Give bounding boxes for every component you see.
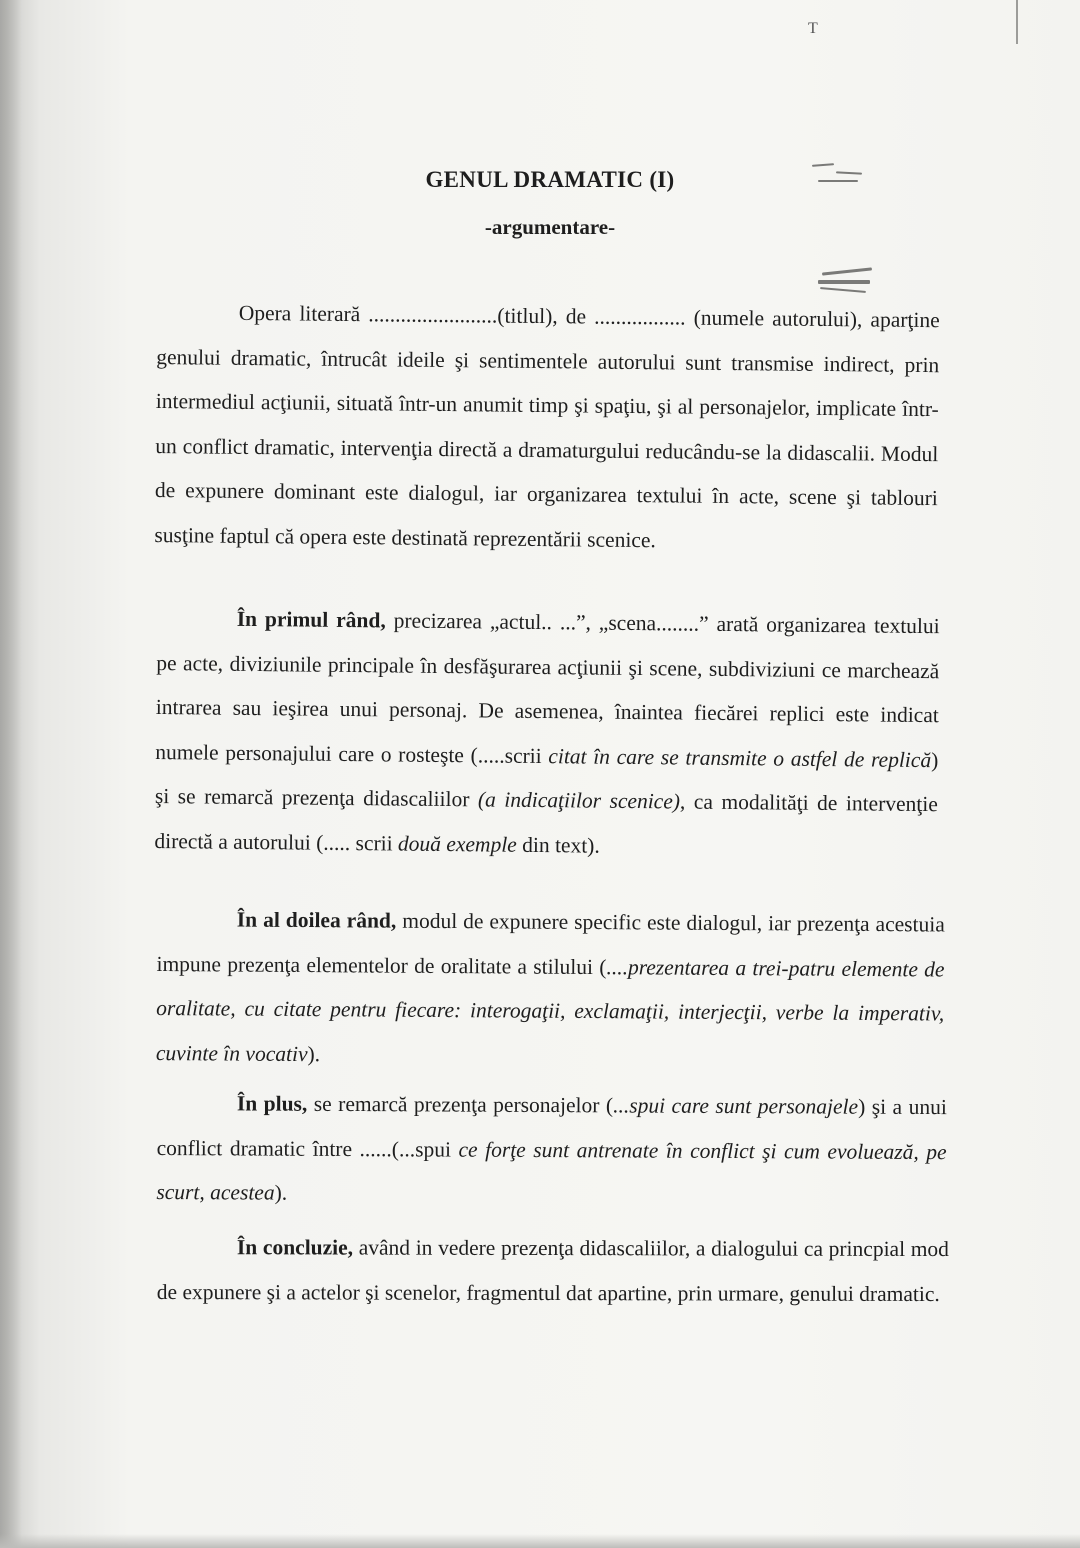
paragraph-italic: (a indicaţiilor scenice): [477, 787, 681, 814]
paragraph-text: ) şi a unui conflict dramatic între ......(...spui: [156, 1094, 947, 1162]
scribble-mark: [822, 267, 872, 275]
paragraph-text: precizarea „actul.. ...”, „scena........” arată organizarea textului pe acte, diviziunile principale în desfăşurarea acţiunii şi scene, subdiviziuni ce marchează intrarea sau ieşirea unui personaj. De asemenea, înaintea fiecărei replici este indicat numele personajului care o rosteşte (.....scrii: [155, 608, 940, 768]
margin-mark: T: [808, 20, 818, 37]
paragraph-lead: În primul rând,: [236, 606, 386, 633]
paragraph-italic: citat în care se transmite o astfel de replică: [548, 743, 932, 772]
paragraph-first-argument: [154, 596, 940, 871]
paragraph-second-argument: [156, 897, 945, 1080]
page-corner-line: [1016, 0, 1018, 44]
page-title: GENUL DRAMATIC (I): [425, 167, 675, 192]
page-bottom-shadow: [0, 1534, 1080, 1548]
paragraph-text: din text).: [516, 832, 600, 858]
scribble-mark: [820, 287, 866, 293]
paragraph-intro: [154, 290, 940, 565]
paragraph-text: , ca modalităţi de intervenţie directă a autorului (..... scrii: [154, 789, 938, 856]
paragraph-italic: ce forţe sunt antrenate în conflict şi cum evoluează, pe scurt, acestea: [156, 1137, 947, 1205]
paragraph-text: ).: [274, 1180, 288, 1205]
paragraph-conclusion: [157, 1225, 949, 1316]
paragraph-text: având in vedere prezenţa didascaliilor, a dialogului ca princpial mod de expunere şi a actelor şi scenelor, fragmentul dat apartine, prin urmare, genului dramatic.: [156, 1235, 949, 1306]
paragraph-text: se remarcă prezenţa personajelor (: [307, 1091, 614, 1118]
paragraph-text: ) şi se remarcă prezenţa didascaliilor: [154, 747, 939, 812]
paragraph-italic: ...spui care sunt personajele: [613, 1093, 859, 1119]
paragraph-lead: În al doilea rând,: [236, 907, 397, 933]
paragraph-lead: În plus,: [236, 1091, 308, 1116]
paragraph-text: ).: [307, 1041, 321, 1066]
paragraph-lead: În concluzie,: [236, 1235, 354, 1260]
paragraph-italic: ....prezentarea a trei-patru elemente de oralitate, cu citate pentru fiecare: interogaţii, exclamaţii, interjecţii, verbe la imperativ, cuvinte în vocativ: [155, 954, 945, 1066]
paragraph-text: Opera literară ........................(titlul), de ................. (numele autorului), aparţine genului dramatic, întrucât ideile şi sentimentele autorului sunt transmise indirect, prin intermediul acţiunii, situată într-un anumit timp şi spaţiu, şi al personajelor, implicate într-un conflict dramatic, intervenţia directă a dramaturgului reducându-se la didascalii. Modul de expunere dominant este dialogul, iar organizarea textului în acte, scene şi tablouri susţine faptul că opera este destinată reprezentării scenice.: [154, 300, 940, 552]
paragraph-text: modul de expunere specific este dialogul, iar prezenţa acestuia impune prezenţa elementelor de oralitate a stilului (: [156, 908, 945, 979]
scribble-mark: [818, 280, 870, 284]
page-subtitle: -argumentare-: [484, 215, 616, 239]
paragraph-italic: două exemple: [397, 831, 517, 857]
paragraph-third-argument: [156, 1081, 947, 1219]
